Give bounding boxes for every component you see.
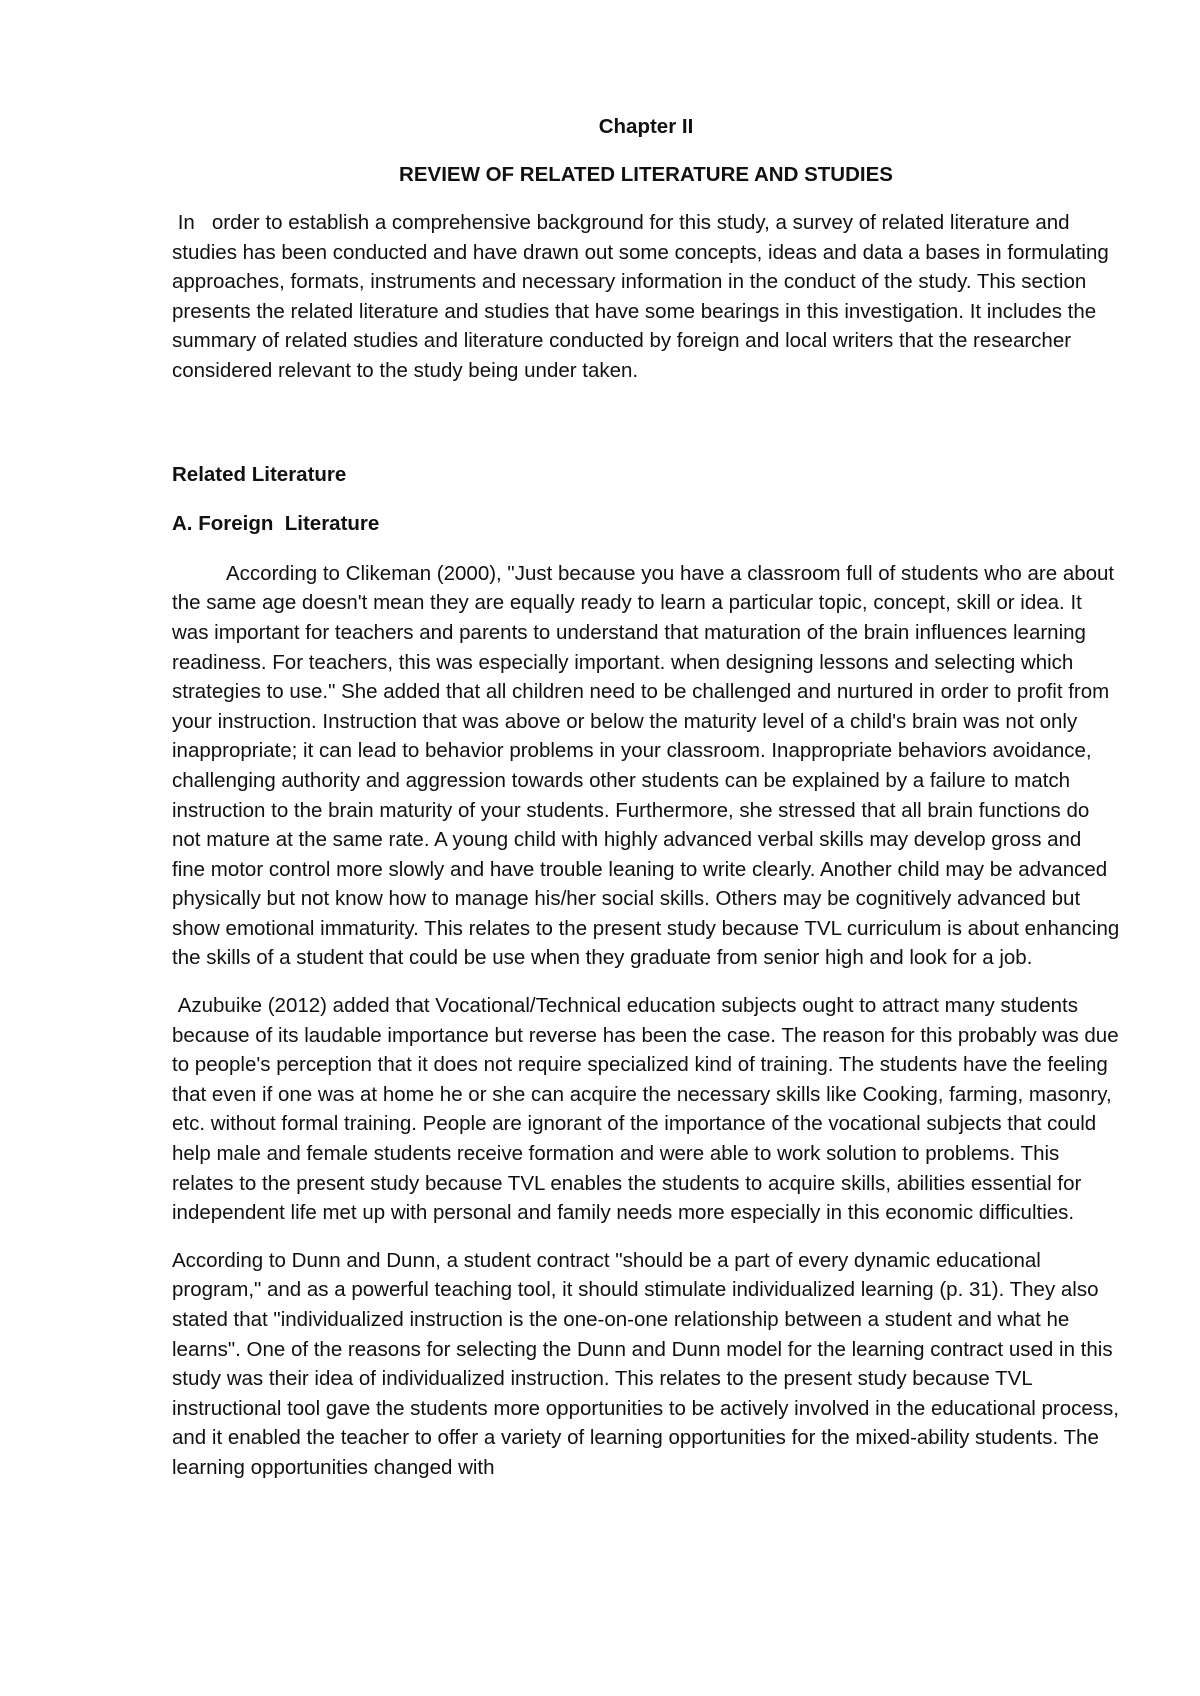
section-heading-related-literature: Related Literature	[172, 462, 347, 486]
chapter-title: Chapter II	[598, 115, 694, 138]
document-body	[172, 112, 1125, 1483]
chapter-subtitle: REVIEW OF RELATED LITERATURE AND STUDIES	[399, 163, 893, 186]
paragraph-dunn: According to Dunn and Dunn, a student contract "should be a part of every dynamic educational program," and as a powerful teaching tool, it should stimulate individualized learning (p. 31). They also stated that "individualized instruction is the one-on-one relationship between a student and what he learns". One of the reasons for selecting the Dunn and Dunn model for the learning contract used in this study was their idea of individualized instruction. This relates to the present study because TVL instructional tool gave the students more opportunities to be actively involved in the educational process, and it enabled the teacher to offer a variety of learning opportunities for the mixed-ability students. The learning opportunities changed with	[172, 1248, 1119, 1479]
subsection-heading-foreign-literature: A. Foreign Literature	[172, 512, 380, 536]
intro-paragraph: In order to establish a comprehensive background for this study, a survey of related literature and studies has been conducted and have drawn out some concepts, ideas and data a bases in formulating approaches, formats, instruments and necessary information in the conduct of the study. This section presents the related literature and studies that have some bearings in this investigation. It includes the summary of related studies and literature conducted by foreign and local writers that the researcher considered relevant to the study being under taken.	[172, 211, 1115, 382]
paragraph-azubuike: Azubuike (2012) added that Vocational/Technical education subjects ought to attract many students because of its laudable importance but reverse has been the case. The reason for this probably was due to people's perception that it does not require specialized kind of training. The students have the feeling that even if one was at home he or she can acquire the necessary skills like Cooking, farming, masonry, etc. without formal training. People are ignorant of the importance of the vocational subjects that could help male and female students receive formation and were able to work solution to problems. This relates to the present study because TVL enables the students to acquire skills, abilities essential for independent life met up with personal and family needs more especially in this economic difficulties.	[172, 994, 1125, 1225]
paragraph-clikeman: According to Clikeman (2000), "Just because you have a classroom full of students who are about the same age doesn't mean they are equally ready to learn a particular topic, concept, skill or idea. It was important for teachers and parents to understand that maturation of the brain influences learning readiness. For teachers, this was especially important. when designing lessons and selecting which strategies to use." She added that all children need to be challenged and nurtured in order to profit from your instruction. Instruction that was above or below the maturity level of a child's brain was not only inappropriate; it can lead to behavior problems in your classroom. Inappropriate behaviors avoidance, challenging authority and aggression towards other students can be explained by a failure to match instruction to the brain maturity of your students. Furthermore, she stressed that all brain functions do not mature at the same rate. A young child with highly advanced verbal skills may develop gross and fine motor control more slowly and have trouble leaning to write clearly. Another child may be advanced physically but not know how to manage his/her social skills. Others may be cognitively advanced but show emotional immaturity. This relates to the present study because TVL curriculum is about enhancing the skills of a student that could be use when they graduate from senior high and look for a job.	[172, 561, 1120, 970]
